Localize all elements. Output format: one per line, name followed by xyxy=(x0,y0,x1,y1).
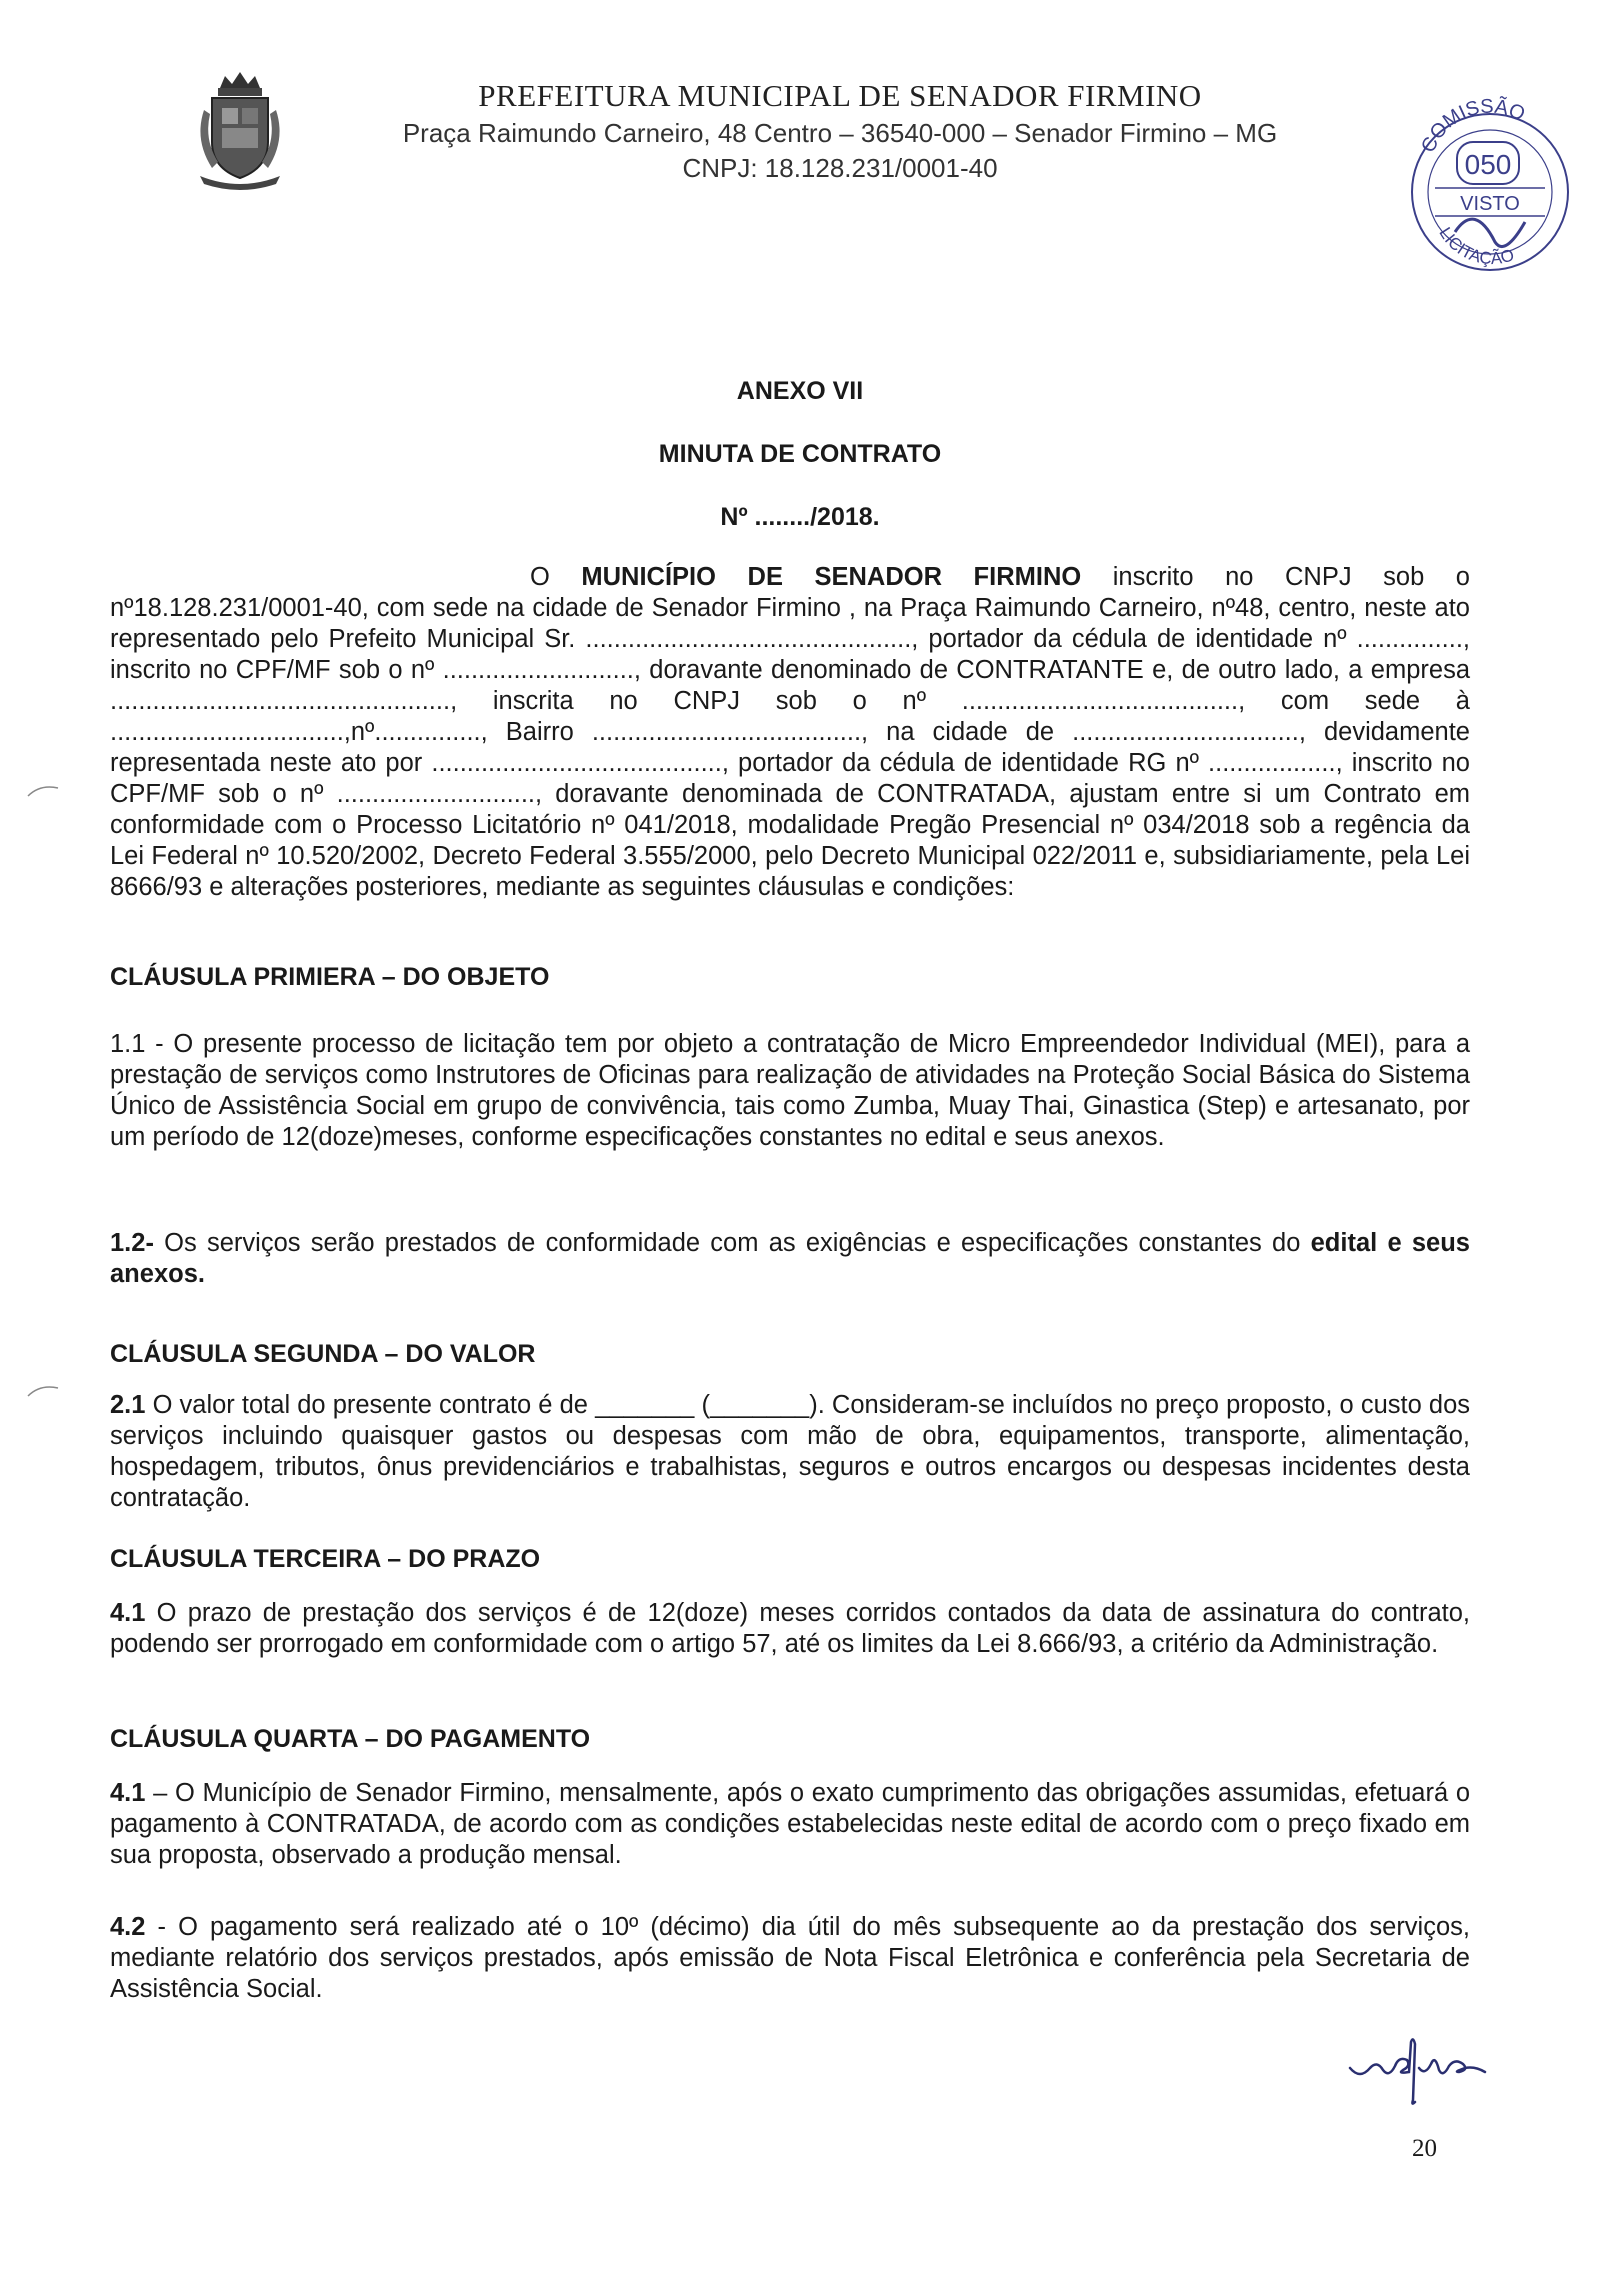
clause-3-paragraph-1 xyxy=(110,1598,1470,1660)
clause-4-paragraph-2 xyxy=(110,1912,1470,2005)
clause-1-2-bold: edital e seus anexos. xyxy=(110,1229,1470,1288)
handwritten-initials xyxy=(1345,2030,1495,2110)
document-title: MINUTA DE CONTRATO xyxy=(658,440,942,468)
clause-1-heading: CLÁUSULA PRIMIERA – DO OBJETO xyxy=(110,963,550,991)
clause-3-heading: CLÁUSULA TERCEIRA – DO PRAZO xyxy=(110,1545,541,1573)
preamble-text: inscrito no CNPJ sob o nº18.128.231/0001-40, com sede na cidade de Senador Firmino , na Praça Raimundo Carneiro, nº48, centro, neste ato representado pelo Prefeito Municipal Sr. .............................................., portador da cédula de identidade nº ..............., inscrito no CPF/MF sob o nº ..........................., doravante denominado de CONTRATANTE e, de outro lado, a empresa ................................................, inscrita no CNPJ sob o nº ......................................., com sede à .................................,nº..............., Bairro ......................................, na cidade de ................................, devidamente representada neste ato por ........................................., portador da cédula de identidade RG nº .................., inscrito no CPF/MF sob o nº ............................, doravante denominada de CONTRATADA, ajustam entre si um Contrato em conformidade com o Processo Licitatório nº 041/2018, modalidade Pregão Presencial nº 034/2018 sob a regência da Lei Federal nº 10.520/2002, Decreto Federal 3.555/2000, pelo Decreto Municipal 022/2011 e, subsidiariamente, pela Lei 8666/93 e alterações posteriores, mediante as seguintes cláusulas e condições: xyxy=(110,563,1470,901)
stamp-visto: VISTO xyxy=(1460,193,1520,215)
contract-number: Nº ......../2018. xyxy=(720,503,880,531)
stamp-top-text: COMISSÃO xyxy=(1417,95,1529,156)
clause-1-1-text: 1.1 - O presente processo de licitação tem por objeto a contratação de Micro Empreendedor Individual (MEI), para a prestação de serviços como Instrutores de Oficinas para realização de atividades na Proteção Social Básica do Sistema Único de Assistência Social em grupo de convivência, tais como Zumba, Muay Thai, Ginastica (Step) e artesanato, por um período de 12(doze)meses, conforme especificações constantes no edital e seus anexos. xyxy=(110,1030,1470,1151)
annex-title: ANEXO VII xyxy=(736,377,864,405)
margin-mark xyxy=(26,780,62,800)
clause-1-paragraph-2 xyxy=(110,1228,1470,1290)
municipality-title: PREFEITURA MUNICIPAL DE SENADOR FIRMINO xyxy=(478,78,1202,113)
clause-2-1-number: 2.1 xyxy=(110,1391,146,1419)
clause-2-heading: CLÁUSULA SEGUNDA – DO VALOR xyxy=(110,1340,536,1368)
preamble xyxy=(110,562,1470,903)
preamble-municipality: MUNICÍPIO DE SENADOR FIRMINO xyxy=(581,563,1082,591)
clause-3-1-number: 4.1 xyxy=(110,1599,146,1627)
municipality-address: Praça Raimundo Carneiro, 48 Centro – 36540-000 – Senador Firmino – MG xyxy=(402,118,1278,148)
letterhead xyxy=(340,78,1340,184)
stamp-number: 050 xyxy=(1464,149,1512,180)
commission-stamp xyxy=(1405,82,1575,282)
preamble-o: O xyxy=(530,563,582,591)
clause-2-paragraph-1 xyxy=(110,1390,1470,1514)
clause-4-2-text: - O pagamento será realizado até o 10º (décimo) dia útil do mês subsequente ao da prestação dos serviços, mediante relatório dos serviços prestados, após emissão de Nota Fiscal Eletrônica e conferência pela Secretaria de Assistência Social. xyxy=(110,1913,1470,2003)
clause-4-1-text: – O Município de Senador Firmino, mensalmente, após o exato cumprimento das obrigações assumidas, efetuará o pagamento à CONTRATADA, de acordo com as condições estabelecidas neste edital de acordo com o preço fixado em sua proposta, observado a produção mensal. xyxy=(110,1779,1470,1869)
municipality-cnpj: CNPJ: 18.128.231/0001-40 xyxy=(682,153,998,183)
clause-4-2-number: 4.2 xyxy=(110,1913,146,1941)
stamp-bottom-text: LICITAÇÃO xyxy=(1435,223,1517,269)
clause-3-1-text: O prazo de prestação dos serviços é de 12(doze) meses corridos contados da data de assinatura do contrato, podendo ser prorrogado em conformidade com o artigo 57, até os limites da Lei 8.666/93, a critério da Administração. xyxy=(110,1599,1470,1658)
clause-2-1-text: O valor total do presente contrato é de _______ (_______). Consideram-se incluídos no preço proposto, o custo dos serviços incluindo quaisquer gastos ou despesas com mão de obra, equipamentos, transporte, alimentação, hospedagem, tributos, ônus previdenciários e trabalhistas, seguros e outros encargos ou despesas incidentes desta contratação. xyxy=(110,1391,1470,1512)
page-number: 20 xyxy=(1412,2135,1437,2162)
municipal-crest-icon xyxy=(190,70,290,190)
clause-1-paragraph-1 xyxy=(110,1029,1470,1153)
clause-4-paragraph-1 xyxy=(110,1778,1470,1871)
margin-mark xyxy=(26,1380,62,1400)
clause-4-heading: CLÁUSULA QUARTA – DO PAGAMENTO xyxy=(110,1725,591,1753)
svg-text:COMISSÃO xyxy=(1417,94,1528,156)
clause-4-1-number: 4.1 xyxy=(110,1779,146,1807)
clause-1-2-text: Os serviços serão prestados de conformidade com as exigências e especificações constantes do xyxy=(153,1229,1311,1257)
clause-1-2-number: 1.2- xyxy=(110,1229,154,1257)
